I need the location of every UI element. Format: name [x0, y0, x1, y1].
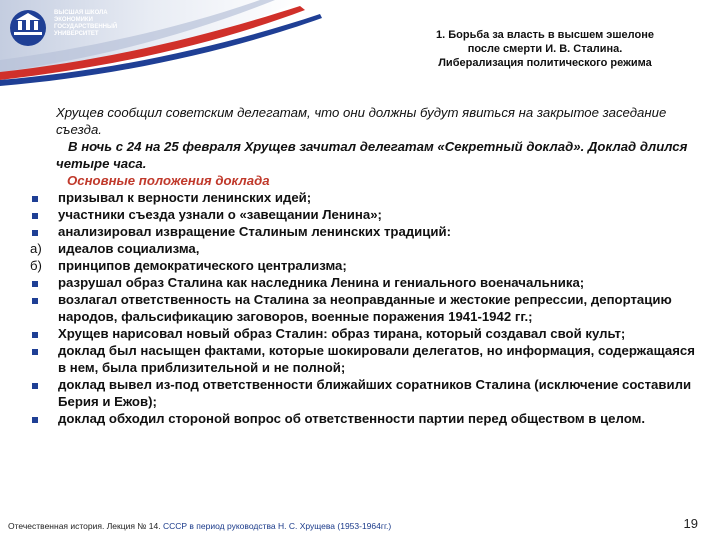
slide-body [30, 104, 695, 427]
list-item [30, 274, 695, 291]
slide-header [0, 0, 720, 95]
list-letter: б) [30, 258, 42, 273]
slide-footer [8, 521, 391, 531]
list-item [30, 325, 695, 342]
list-item-text: Хрущев нарисовал новый образ Сталин: образ тирана, который создавал свой культ; [58, 326, 626, 341]
bullet-list [30, 189, 695, 427]
logo-emblem-icon [8, 8, 48, 48]
university-logo [8, 8, 118, 58]
slide-title [400, 28, 690, 70]
bullet-square-icon [30, 291, 58, 308]
intro-paragraph: Хрущев сообщил советским делегатам, что они должны будут явиться на закрытое заседание съезда. [56, 105, 667, 137]
list-item-text: доклад был насыщен фактами, которые шокировали делегатов, но информация, содержащаяся в нем, была приблизительной и не полной; [58, 343, 695, 375]
bullet-square-icon [30, 342, 58, 359]
title-line: 1. Борьба за власть в высшем эшелоне [436, 29, 654, 41]
list-item-text: идеалов социализма, [58, 241, 200, 256]
footer-topic: СССР в период руководства Н. С. Хрущева (1953-1964гг.) [162, 521, 392, 531]
logo-text: ВЫСШАЯ ШКОЛА ЭКОНОМИКИ ГОСУДАРСТВЕННЫЙ УНИВЕРСИТЕТ [54, 10, 118, 37]
list-item-text: участники съезда узнали о «завещании Ленина»; [58, 207, 382, 222]
bullet-square-icon [30, 206, 58, 223]
list-item-text: разрушал образ Сталина как наследника Ленина и гениального военачальника; [58, 275, 585, 290]
list-item-text: доклад вывел из-под ответственности ближайших соратников Сталина (исключение составили Берия и Ежов); [58, 377, 692, 409]
title-line: после смерти И. В. Сталина. [467, 43, 623, 55]
list-item-text: возлагал ответственность на Сталина за неоправданные и жестокие репрессии, депортацию народов, фальсификацию заговоров, военные поражения 1941-1942 гг.; [58, 292, 672, 324]
list-item [30, 189, 695, 206]
list-item [30, 240, 695, 257]
list-item-text: доклад обходил стороной вопрос об ответственности партии перед обществом в целом. [58, 411, 646, 426]
bullet-square-icon [30, 189, 58, 206]
bullet-square-icon [30, 376, 58, 393]
list-item [30, 291, 695, 325]
list-letter: а) [30, 241, 42, 256]
intro-paragraph-bold: В ночь с 24 на 25 февраля Хрущев зачитал делегатам «Секретный доклад». Доклад длился четыре часа. [56, 139, 688, 171]
list-item [30, 223, 695, 240]
list-item [30, 206, 695, 223]
footer-course: Отечественная история. Лекция № 14. [8, 521, 161, 531]
title-line: Либерализация политического режима [438, 57, 652, 69]
bullet-square-icon [30, 325, 58, 342]
list-item [30, 376, 695, 410]
list-item [30, 410, 695, 427]
page-number: 19 [683, 516, 698, 531]
list-item-text: призывал к верности ленинских идей; [58, 190, 312, 205]
list-item [30, 342, 695, 376]
bullet-square-icon [30, 223, 58, 240]
section-subheading: Основные положения доклада [67, 173, 270, 188]
list-item-text: анализировал извращение Сталиным ленинских традиций: [58, 224, 451, 239]
bullet-square-icon [30, 274, 58, 291]
list-item-text: принципов демократического централизма; [58, 258, 347, 273]
bullet-square-icon [30, 410, 58, 427]
list-item [30, 257, 695, 274]
